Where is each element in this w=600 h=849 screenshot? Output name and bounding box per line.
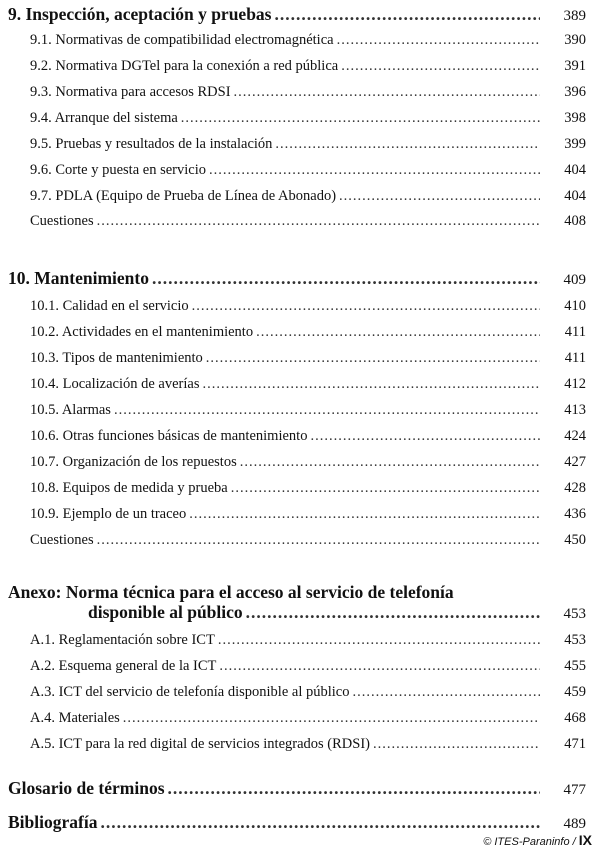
- dot-leader: [275, 136, 540, 153]
- toc-entry: [30, 188, 586, 205]
- toc-entry: [30, 350, 586, 367]
- entry-label: 10.6. Otras funciones básicas de mantenimiento: [30, 428, 308, 444]
- entry-label: 9.3. Normativa para accesos RDSI: [30, 84, 231, 100]
- dot-leader: [218, 632, 540, 649]
- entry-label: A.5. ICT para la red digital de servicios integrados (RDSI): [30, 736, 370, 752]
- toc-entry: [30, 32, 586, 49]
- dot-leader: [352, 684, 540, 701]
- toc-entry: [30, 480, 586, 497]
- toc-entry: [30, 428, 586, 445]
- page-number: 399: [564, 136, 586, 152]
- toc-entry: [30, 58, 586, 75]
- page-number: 427: [564, 454, 586, 470]
- page-number: 471: [564, 736, 586, 752]
- dot-leader: [181, 110, 540, 127]
- page-number: 390: [564, 32, 586, 48]
- dot-leader: [209, 162, 540, 179]
- dot-leader: [123, 710, 540, 727]
- page-number: 424: [564, 428, 586, 444]
- page-number: 391: [564, 58, 586, 74]
- bibliography-title: Bibliografía: [8, 812, 98, 832]
- entry-label: 10.1. Calidad en el servicio: [30, 298, 189, 314]
- page-number-roman: IX: [578, 832, 592, 848]
- page-number: 489: [563, 816, 586, 832]
- entry-label: 9.5. Pruebas y resultados de la instalación: [30, 136, 273, 152]
- toc-entry: [30, 162, 586, 179]
- toc-entry: [30, 136, 586, 153]
- toc-entry: [30, 632, 586, 649]
- page-number: 412: [564, 376, 586, 392]
- page-number: 404: [564, 162, 586, 178]
- dot-leader: [203, 376, 541, 393]
- page-number: 477: [563, 782, 586, 798]
- page-number: 459: [564, 684, 586, 700]
- entry-label: 9.4. Arranque del sistema: [30, 110, 178, 126]
- page-number: 410: [564, 298, 586, 314]
- entry-label: 10.5. Alarmas: [30, 402, 111, 418]
- entry-label: 10.2. Actividades en el mantenimiento: [30, 324, 254, 340]
- page-number: 396: [564, 84, 586, 100]
- page-footer: [483, 832, 592, 848]
- entry-label: 9.2. Normativa DGTel para la conexión a red pública: [30, 58, 339, 74]
- entry-label: 9.1. Normativas de compatibilidad electromagnética: [30, 32, 334, 48]
- annex-title-line2: disponible al público: [88, 602, 243, 622]
- glossary-title: Glosario de términos: [8, 778, 165, 798]
- entry-label: 10.9. Ejemplo de un traceo: [30, 506, 187, 522]
- toc-entry: [30, 324, 586, 341]
- toc-entry: [30, 532, 586, 549]
- entry-label: 10.7. Organización de los repuestos: [30, 454, 237, 470]
- page-number: 453: [563, 606, 586, 622]
- entry-label: 10.8. Equipos de medida y prueba: [30, 480, 228, 496]
- annex-title-line1: Anexo: Norma técnica para el acceso al servicio de telefonía: [8, 582, 454, 602]
- page-number: 411: [564, 350, 586, 366]
- dot-leader: [339, 188, 540, 205]
- entry-label: A.3. ICT del servicio de telefonía disponible al público: [30, 684, 350, 700]
- page-number: 389: [563, 8, 586, 24]
- dot-leader: [246, 602, 540, 623]
- entry-label: Cuestiones: [30, 213, 94, 229]
- page-number: 411: [564, 324, 586, 340]
- toc-entry: [30, 454, 586, 471]
- toc-entry: [30, 402, 586, 419]
- dot-leader: [97, 532, 540, 549]
- toc-entry: [30, 84, 586, 101]
- entry-label: A.4. Materiales: [30, 710, 120, 726]
- entry-label: A.2. Esquema general de la ICT: [30, 658, 217, 674]
- entry-label: 10.3. Tipos de mantenimiento: [30, 350, 203, 366]
- chapter-title: 10. Mantenimiento: [8, 268, 149, 288]
- entry-label: A.1. Reglamentación sobre ICT: [30, 632, 215, 648]
- toc-entry: [30, 684, 586, 701]
- toc-entry: [30, 298, 586, 315]
- page-number: 455: [564, 658, 586, 674]
- dot-leader: [256, 324, 540, 341]
- page-number: 404: [564, 188, 586, 204]
- chapter-title: 9. Inspección, aceptación y pruebas: [8, 4, 272, 24]
- dot-leader: [100, 812, 540, 833]
- publisher-credit: © ITES-Paraninfo /: [483, 836, 576, 848]
- toc-bibliography: [8, 812, 586, 833]
- entry-label: 9.6. Corte y puesta en servicio: [30, 162, 206, 178]
- dot-leader: [97, 213, 540, 230]
- dot-leader: [337, 32, 540, 49]
- dot-leader: [240, 454, 540, 471]
- dot-leader: [231, 480, 540, 497]
- toc-chapter-10: [8, 268, 586, 289]
- page-number: 409: [563, 272, 586, 288]
- dot-leader: [168, 778, 540, 799]
- toc-entry: [30, 658, 586, 675]
- toc-glossary: [8, 778, 586, 799]
- dot-leader: [152, 268, 540, 289]
- page-number: 413: [564, 402, 586, 418]
- toc-entry: [30, 710, 586, 727]
- toc-entry: [30, 376, 586, 393]
- dot-leader: [114, 402, 540, 419]
- page-number: 436: [564, 506, 586, 522]
- dot-leader: [206, 350, 540, 367]
- dot-leader: [189, 506, 540, 523]
- page-number: 428: [564, 480, 586, 496]
- toc-entry: [30, 506, 586, 523]
- toc-entry: [30, 736, 586, 753]
- entry-label: 10.4. Localización de averías: [30, 376, 200, 392]
- dot-leader: [310, 428, 540, 445]
- dot-leader: [373, 736, 540, 753]
- page-number: 450: [564, 532, 586, 548]
- page-number: 468: [564, 710, 586, 726]
- page-number: 453: [564, 632, 586, 648]
- toc-entry: [30, 213, 586, 230]
- toc-chapter-9: [8, 4, 586, 25]
- page-number: 398: [564, 110, 586, 126]
- entry-label: 9.7. PDLA (Equipo de Prueba de Línea de Abonado): [30, 188, 337, 204]
- dot-leader: [192, 298, 540, 315]
- page-number: 408: [564, 213, 586, 229]
- entry-label: Cuestiones: [30, 532, 94, 548]
- toc-annex: [88, 602, 586, 623]
- toc-entry: [30, 110, 586, 127]
- dot-leader: [219, 658, 540, 675]
- dot-leader: [274, 4, 540, 25]
- dot-leader: [341, 58, 540, 75]
- dot-leader: [234, 84, 540, 101]
